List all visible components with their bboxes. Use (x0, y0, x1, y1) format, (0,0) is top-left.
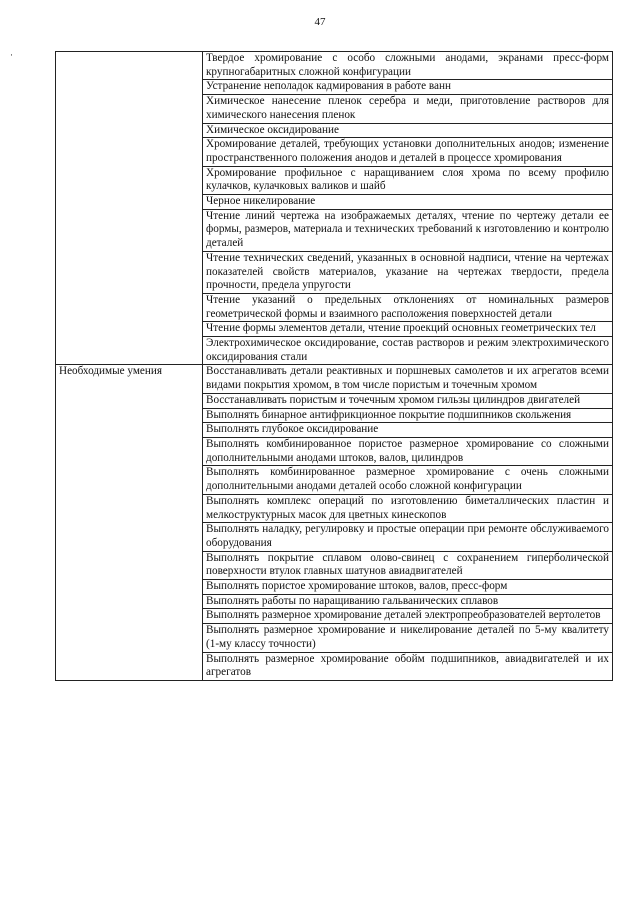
table-row (56, 52, 613, 80)
item-text: Выполнять комбинированное размерное хромирование с очень сложными дополнительными анодами деталей особо сложной конфигурации (203, 466, 613, 494)
item-text: Химическое оксидирование (203, 123, 613, 138)
item-text: Восстанавливать детали реактивных и поршневых самолетов и их агрегатов всеми видами покрытия хромом, в том числе пористым и точечным хромом (203, 365, 613, 393)
section-label-cell (56, 52, 203, 365)
item-text: Чтение технических сведений, указанных в основной надписи, чтение на чертежах показателей свойств материалов, указание на чертежах твердости, предела прочности, предела упругости (203, 251, 613, 293)
item-text: Выполнять комплекс операций по изготовлению биметаллических пластин и мелкоструктурных масок для цветных кинескопов (203, 494, 613, 522)
item-text: Выполнять покрытие сплавом олово-свинец с сохранением гиперболической поверхности втулок главных шатунов авиадвигателей (203, 551, 613, 579)
item-text: Выполнять работы по наращиванию гальванических сплавов (203, 594, 613, 609)
item-text: Хромирование профильное с наращиванием слоя хрома по всему профилю кулачков, кулачковых валиков и шайб (203, 166, 613, 194)
item-text: Хромирование деталей, требующих установки дополнительных анодов; изменение пространственного положения анодов и деталей в процессе хромирования (203, 138, 613, 166)
item-text: Твердое хромирование с особо сложными анодами, экранами пресс-форм крупногабаритных сложной конфигурации (203, 52, 613, 80)
item-text: Выполнять размерное хромирование деталей электропреобразователей вертолетов (203, 609, 613, 624)
page-number: 47 (314, 16, 326, 28)
item-text: Выполнять бинарное антифрикционное покрытие подшипников скольжения (203, 408, 613, 423)
item-text: Черное никелирование (203, 195, 613, 210)
item-text: Выполнять глубокое оксидирование (203, 423, 613, 438)
item-text: Электрохимическое оксидирование, состав растворов и режим электрохимического оксидирования стали (203, 337, 613, 365)
item-text: Выполнять размерное хромирование обойм подшипников, авиадвигателей и их агрегатов (203, 652, 613, 680)
item-text: Выполнять наладку, регулировку и простые операции при ремонте обслуживаемого оборудования (203, 523, 613, 551)
item-text: Выполнять пористое хромирование штоков, валов, пресс-форм (203, 580, 613, 595)
section-label-cell (56, 365, 203, 680)
section-label: Необходимые умения (59, 365, 162, 378)
item-text: Чтение указаний о предельных отклонениях от номинальных размеров геометрической формы и взаимного расположения поверхностей детали (203, 293, 613, 321)
item-text: Выполнять размерное хромирование и никелирование деталей по 5-му квалитету (1-му классу точности) (203, 624, 613, 652)
margin-mark: · (10, 50, 13, 60)
table-row (56, 365, 613, 393)
item-text: Выполнять комбинированное пористое размерное хромирование со сложными дополнительными анодами штоков, валов, цилиндров (203, 437, 613, 465)
item-text: Чтение формы элементов детали, чтение проекций основных геометрических тел (203, 322, 613, 337)
item-text: Устранение неполадок кадмирования в работе ванн (203, 80, 613, 95)
requirements-table (55, 51, 613, 681)
item-text: Чтение линий чертежа на изображаемых деталях, чтение по чертежу детали ее формы, размеров, материала и технических требований к изготовлению и контролю деталей (203, 209, 613, 251)
item-text: Восстанавливать пористым и точечным хромом гильзы цилиндров двигателей (203, 393, 613, 408)
item-text: Химическое нанесение пленок серебра и меди, приготовление растворов для химического нанесения пленок (203, 95, 613, 123)
